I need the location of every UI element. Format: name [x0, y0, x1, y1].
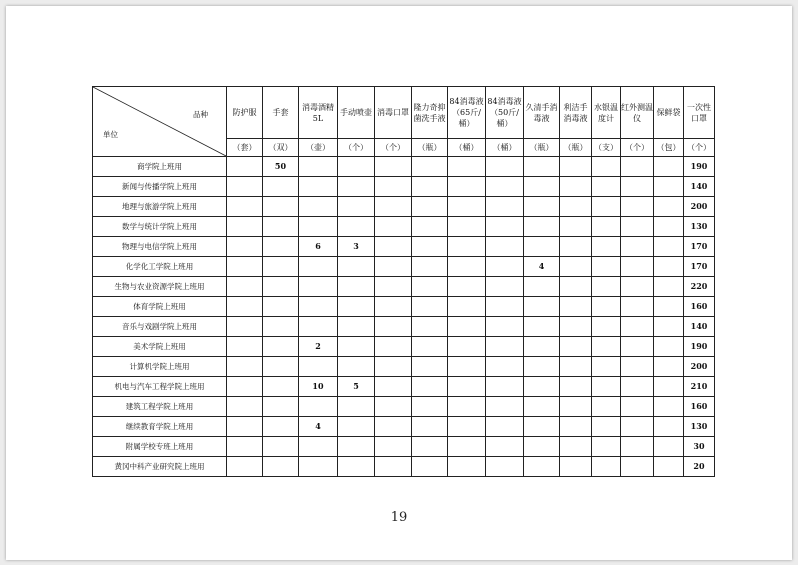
- quantity-cell: [448, 157, 486, 177]
- quantity-cell: [227, 297, 263, 317]
- table-row: [93, 397, 715, 417]
- quantity-cell: [621, 357, 654, 377]
- quantity-cell: [375, 197, 412, 217]
- quantity-cell: [654, 377, 684, 397]
- quantity-cell: [524, 337, 560, 357]
- quantity-cell: [592, 417, 621, 437]
- column-header: 84消毒液（65斤/桶）: [448, 87, 486, 139]
- quantity-cell: [227, 337, 263, 357]
- quantity-cell: [448, 237, 486, 257]
- quantity-cell: [299, 217, 338, 237]
- quantity-cell: [412, 377, 448, 397]
- quantity-cell: [412, 457, 448, 477]
- quantity-cell: [412, 397, 448, 417]
- quantity-cell: [486, 177, 524, 197]
- quantity-cell: [412, 357, 448, 377]
- quantity-cell: [412, 217, 448, 237]
- table-row: [93, 157, 715, 177]
- quantity-cell: [486, 157, 524, 177]
- column-header: 保鲜袋: [654, 87, 684, 139]
- quantity-cell: [375, 297, 412, 317]
- quantity-cell: [560, 317, 592, 337]
- quantity-cell: [448, 297, 486, 317]
- column-unit: （壶）: [299, 139, 338, 157]
- quantity-cell: [375, 357, 412, 377]
- quantity-cell: [412, 337, 448, 357]
- quantity-cell: [486, 317, 524, 337]
- quantity-cell: [486, 457, 524, 477]
- quantity-cell: [375, 157, 412, 177]
- quantity-cell: [524, 217, 560, 237]
- quantity-cell: [654, 257, 684, 277]
- quantity-cell: [560, 177, 592, 197]
- quantity-cell: [486, 397, 524, 417]
- quantity-cell: [486, 297, 524, 317]
- quantity-cell: [654, 337, 684, 357]
- quantity-cell: [263, 237, 299, 257]
- quantity-cell: [375, 317, 412, 337]
- quantity-cell: [263, 457, 299, 477]
- quantity-cell: [227, 217, 263, 237]
- quantity-cell: [654, 437, 684, 457]
- quantity-cell: 160: [684, 397, 715, 417]
- quantity-cell: [654, 217, 684, 237]
- table-row: [93, 297, 715, 317]
- quantity-cell: [621, 197, 654, 217]
- corner-item-label: 品种: [193, 110, 208, 119]
- column-header: 利洁手消毒液: [560, 87, 592, 139]
- table-row: [93, 317, 715, 337]
- quantity-cell: [412, 177, 448, 197]
- quantity-cell: [338, 157, 375, 177]
- quantity-cell: [524, 377, 560, 397]
- quantity-cell: [299, 317, 338, 337]
- quantity-cell: [621, 217, 654, 237]
- quantity-cell: [412, 317, 448, 337]
- quantity-cell: [486, 337, 524, 357]
- quantity-cell: [621, 397, 654, 417]
- quantity-cell: [375, 257, 412, 277]
- quantity-cell: 2: [299, 337, 338, 357]
- column-unit: （桶）: [448, 139, 486, 157]
- quantity-cell: [654, 197, 684, 217]
- quantity-cell: [375, 217, 412, 237]
- quantity-cell: [338, 357, 375, 377]
- quantity-cell: [299, 177, 338, 197]
- corner-unit-label: 单位: [103, 130, 118, 139]
- quantity-cell: [263, 297, 299, 317]
- table-row: [93, 337, 715, 357]
- quantity-cell: [375, 337, 412, 357]
- table-row: [93, 377, 715, 397]
- column-header: 消毒酒精5L: [299, 87, 338, 139]
- column-unit: （双）: [263, 139, 299, 157]
- row-unit-name: 机电与汽车工程学院上班用: [93, 377, 227, 397]
- quantity-cell: [227, 157, 263, 177]
- quantity-cell: [654, 157, 684, 177]
- quantity-cell: [560, 337, 592, 357]
- quantity-cell: [263, 377, 299, 397]
- quantity-cell: [227, 277, 263, 297]
- quantity-cell: 200: [684, 197, 715, 217]
- quantity-cell: [412, 417, 448, 437]
- column-header: 手动喷壶: [338, 87, 375, 139]
- quantity-cell: [592, 337, 621, 357]
- quantity-cell: [375, 397, 412, 417]
- quantity-cell: [338, 417, 375, 437]
- quantity-cell: [448, 277, 486, 297]
- quantity-cell: [592, 437, 621, 457]
- table-row: [93, 457, 715, 477]
- quantity-cell: [486, 237, 524, 257]
- quantity-cell: [338, 277, 375, 297]
- quantity-cell: [560, 277, 592, 297]
- quantity-cell: [412, 437, 448, 457]
- quantity-cell: [592, 457, 621, 477]
- quantity-cell: [524, 297, 560, 317]
- quantity-cell: [486, 277, 524, 297]
- corner-header-cell: [93, 87, 227, 157]
- quantity-cell: [412, 297, 448, 317]
- quantity-cell: [621, 437, 654, 457]
- quantity-cell: 160: [684, 297, 715, 317]
- quantity-cell: [448, 337, 486, 357]
- quantity-cell: [654, 177, 684, 197]
- quantity-cell: [227, 437, 263, 457]
- quantity-cell: [592, 197, 621, 217]
- quantity-cell: [524, 157, 560, 177]
- quantity-cell: [263, 337, 299, 357]
- column-header: 84消毒液（50斤/桶）: [486, 87, 524, 139]
- quantity-cell: [654, 417, 684, 437]
- column-unit: （包）: [654, 139, 684, 157]
- row-unit-name: 化学化工学院上班用: [93, 257, 227, 277]
- quantity-cell: [486, 217, 524, 237]
- quantity-cell: [227, 357, 263, 377]
- column-header: 消毒口罩: [375, 87, 412, 139]
- quantity-cell: [592, 237, 621, 257]
- quantity-cell: [560, 437, 592, 457]
- row-unit-name: 生物与农业资源学院上班用: [93, 277, 227, 297]
- quantity-cell: [592, 177, 621, 197]
- quantity-cell: 4: [524, 257, 560, 277]
- quantity-cell: 50: [263, 157, 299, 177]
- quantity-cell: [486, 257, 524, 277]
- column-header: 防护服: [227, 87, 263, 139]
- quantity-cell: [592, 357, 621, 377]
- quantity-cell: [375, 437, 412, 457]
- quantity-cell: [621, 377, 654, 397]
- table-row: [93, 357, 715, 377]
- quantity-cell: [486, 357, 524, 377]
- quantity-cell: [448, 457, 486, 477]
- quantity-cell: [338, 397, 375, 417]
- quantity-cell: [524, 437, 560, 457]
- quantity-cell: [621, 157, 654, 177]
- quantity-cell: [524, 317, 560, 337]
- quantity-cell: [486, 417, 524, 437]
- quantity-cell: [621, 277, 654, 297]
- quantity-cell: [524, 457, 560, 477]
- table-row: [93, 197, 715, 217]
- quantity-cell: [227, 377, 263, 397]
- quantity-cell: [263, 357, 299, 377]
- quantity-cell: [263, 177, 299, 197]
- quantity-cell: [524, 357, 560, 377]
- quantity-cell: [448, 197, 486, 217]
- quantity-cell: 170: [684, 257, 715, 277]
- quantity-cell: [448, 317, 486, 337]
- quantity-cell: [524, 397, 560, 417]
- row-unit-name: 美术学院上班用: [93, 337, 227, 357]
- quantity-cell: [263, 217, 299, 237]
- quantity-cell: [654, 457, 684, 477]
- quantity-cell: [654, 397, 684, 417]
- quantity-cell: [524, 177, 560, 197]
- quantity-cell: [338, 337, 375, 357]
- row-unit-name: 新闻与传播学院上班用: [93, 177, 227, 197]
- document-page: [6, 6, 792, 560]
- quantity-cell: 130: [684, 417, 715, 437]
- quantity-cell: [448, 437, 486, 457]
- column-unit: （支）: [592, 139, 621, 157]
- row-unit-name: 计算机学院上班用: [93, 357, 227, 377]
- quantity-cell: 140: [684, 177, 715, 197]
- table-row: [93, 437, 715, 457]
- quantity-cell: 5: [338, 377, 375, 397]
- quantity-cell: [375, 277, 412, 297]
- quantity-cell: [654, 297, 684, 317]
- quantity-cell: [592, 217, 621, 237]
- quantity-cell: [227, 197, 263, 217]
- quantity-cell: 4: [299, 417, 338, 437]
- quantity-cell: [412, 157, 448, 177]
- quantity-cell: [263, 197, 299, 217]
- quantity-cell: [592, 157, 621, 177]
- row-unit-name: 黄冈中科产业研究院上班用: [93, 457, 227, 477]
- quantity-cell: [592, 277, 621, 297]
- column-header: 手套: [263, 87, 299, 139]
- column-unit: （瓶）: [412, 139, 448, 157]
- quantity-cell: [448, 257, 486, 277]
- quantity-cell: [448, 377, 486, 397]
- quantity-cell: [486, 377, 524, 397]
- table-row: [93, 217, 715, 237]
- quantity-cell: [338, 217, 375, 237]
- quantity-cell: [560, 257, 592, 277]
- quantity-cell: [227, 417, 263, 437]
- quantity-cell: [299, 157, 338, 177]
- quantity-cell: [524, 237, 560, 257]
- quantity-cell: [621, 417, 654, 437]
- quantity-cell: [263, 257, 299, 277]
- quantity-cell: [448, 357, 486, 377]
- column-unit: （桶）: [486, 139, 524, 157]
- quantity-cell: [227, 397, 263, 417]
- quantity-cell: 140: [684, 317, 715, 337]
- quantity-cell: [227, 257, 263, 277]
- quantity-cell: [486, 197, 524, 217]
- row-unit-name: 音乐与戏剧学院上班用: [93, 317, 227, 337]
- quantity-cell: [448, 217, 486, 237]
- quantity-cell: 210: [684, 377, 715, 397]
- quantity-cell: [560, 237, 592, 257]
- quantity-cell: [560, 417, 592, 437]
- quantity-cell: 20: [684, 457, 715, 477]
- quantity-cell: 220: [684, 277, 715, 297]
- quantity-cell: [560, 457, 592, 477]
- table-row: [93, 237, 715, 257]
- quantity-cell: [560, 297, 592, 317]
- table-row: [93, 417, 715, 437]
- quantity-cell: [263, 277, 299, 297]
- quantity-cell: [621, 337, 654, 357]
- quantity-cell: [227, 177, 263, 197]
- quantity-cell: [375, 417, 412, 437]
- quantity-cell: [299, 397, 338, 417]
- row-unit-name: 商学院上班用: [93, 157, 227, 177]
- quantity-cell: [486, 437, 524, 457]
- quantity-cell: [524, 277, 560, 297]
- quantity-cell: [299, 297, 338, 317]
- quantity-cell: [299, 437, 338, 457]
- quantity-cell: [375, 377, 412, 397]
- column-header: 红外测温仪: [621, 87, 654, 139]
- quantity-cell: [560, 397, 592, 417]
- quantity-cell: 3: [338, 237, 375, 257]
- row-unit-name: 地理与旅游学院上班用: [93, 197, 227, 217]
- quantity-cell: 30: [684, 437, 715, 457]
- quantity-cell: [592, 397, 621, 417]
- quantity-cell: [592, 377, 621, 397]
- quantity-cell: [412, 237, 448, 257]
- row-unit-name: 继续教育学院上班用: [93, 417, 227, 437]
- quantity-cell: [227, 237, 263, 257]
- quantity-cell: [654, 357, 684, 377]
- quantity-cell: 6: [299, 237, 338, 257]
- column-unit: （个）: [375, 139, 412, 157]
- quantity-cell: [299, 457, 338, 477]
- quantity-cell: [375, 457, 412, 477]
- quantity-cell: [338, 457, 375, 477]
- quantity-cell: [299, 197, 338, 217]
- quantity-cell: [560, 217, 592, 237]
- column-header: 一次性口罩: [684, 87, 715, 139]
- supplies-table: [92, 86, 715, 477]
- quantity-cell: [263, 437, 299, 457]
- quantity-cell: [299, 357, 338, 377]
- row-unit-name: 附属学校专班上班用: [93, 437, 227, 457]
- quantity-cell: [560, 197, 592, 217]
- row-unit-name: 体育学院上班用: [93, 297, 227, 317]
- quantity-cell: 130: [684, 217, 715, 237]
- quantity-cell: [621, 237, 654, 257]
- quantity-cell: [592, 317, 621, 337]
- quantity-cell: [621, 177, 654, 197]
- quantity-cell: [338, 177, 375, 197]
- column-unit: （瓶）: [560, 139, 592, 157]
- quantity-cell: [263, 397, 299, 417]
- quantity-cell: [338, 437, 375, 457]
- quantity-cell: [338, 197, 375, 217]
- quantity-cell: [524, 417, 560, 437]
- column-header: 水银温度计: [592, 87, 621, 139]
- column-unit: （个）: [621, 139, 654, 157]
- column-header: 久清手消毒液: [524, 87, 560, 139]
- table-row: [93, 257, 715, 277]
- table-row: [93, 177, 715, 197]
- quantity-cell: 200: [684, 357, 715, 377]
- column-unit: （瓶）: [524, 139, 560, 157]
- quantity-cell: [654, 317, 684, 337]
- column-unit: （套）: [227, 139, 263, 157]
- quantity-cell: [524, 197, 560, 217]
- quantity-cell: [227, 317, 263, 337]
- quantity-cell: [654, 237, 684, 257]
- quantity-cell: [592, 257, 621, 277]
- quantity-cell: [375, 237, 412, 257]
- page-number: 19: [390, 510, 408, 525]
- quantity-cell: [299, 257, 338, 277]
- quantity-cell: [263, 317, 299, 337]
- quantity-cell: [621, 457, 654, 477]
- quantity-cell: [560, 357, 592, 377]
- quantity-cell: [560, 157, 592, 177]
- column-unit: （个）: [338, 139, 375, 157]
- quantity-cell: 10: [299, 377, 338, 397]
- quantity-cell: [621, 257, 654, 277]
- quantity-cell: [592, 297, 621, 317]
- quantity-cell: [375, 177, 412, 197]
- quantity-cell: [227, 457, 263, 477]
- quantity-cell: [448, 417, 486, 437]
- quantity-cell: 190: [684, 337, 715, 357]
- diagonal-line: [93, 87, 226, 156]
- table-row: [93, 277, 715, 297]
- quantity-cell: 170: [684, 237, 715, 257]
- quantity-cell: [654, 277, 684, 297]
- quantity-cell: [412, 257, 448, 277]
- quantity-cell: 190: [684, 157, 715, 177]
- column-unit: （个）: [684, 139, 715, 157]
- quantity-cell: [263, 417, 299, 437]
- row-unit-name: 建筑工程学院上班用: [93, 397, 227, 417]
- row-unit-name: 数学与统计学院上班用: [93, 217, 227, 237]
- quantity-cell: [448, 397, 486, 417]
- quantity-cell: [299, 277, 338, 297]
- quantity-cell: [448, 177, 486, 197]
- row-unit-name: 物理与电信学院上班用: [93, 237, 227, 257]
- column-header: 隆力奇抑菌洗手液: [412, 87, 448, 139]
- quantity-cell: [338, 257, 375, 277]
- quantity-cell: [412, 197, 448, 217]
- quantity-cell: [338, 297, 375, 317]
- quantity-cell: [560, 377, 592, 397]
- quantity-cell: [621, 317, 654, 337]
- quantity-cell: [338, 317, 375, 337]
- quantity-cell: [621, 297, 654, 317]
- quantity-cell: [412, 277, 448, 297]
